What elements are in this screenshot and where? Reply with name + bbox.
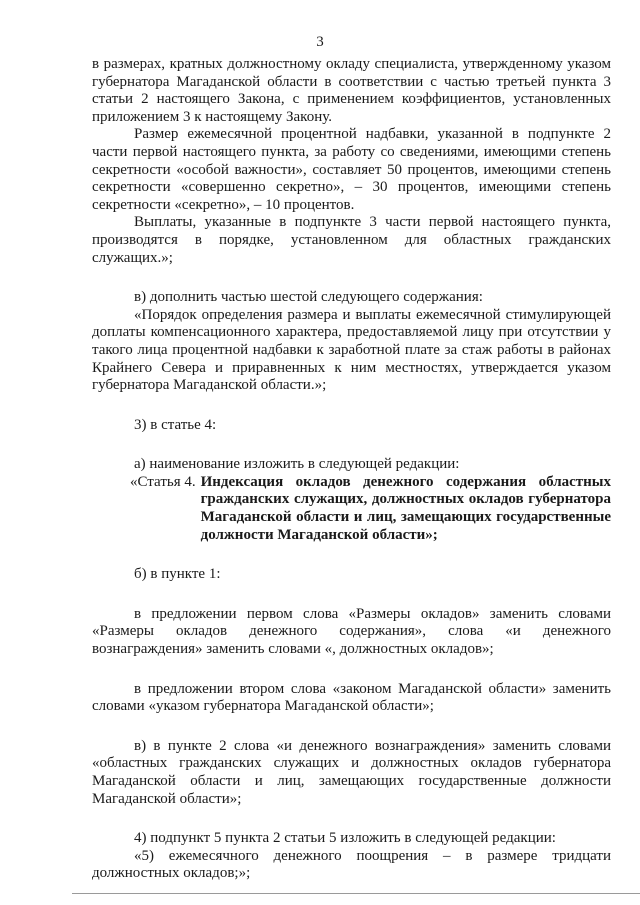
paragraph-10: в предложении втором слова «законом Магаданской области» заменить словами «указом губернатора Магаданской области»;: [92, 680, 611, 715]
footer-divider: [72, 893, 640, 894]
paragraph-9: в предложении первом слова «Размеры окладов» заменить словами «Размеры окладов денежного содержания», слова «и денежного вознаграждения» заменить словами «, должностных окладов»;: [92, 605, 611, 658]
paragraph-5: «Порядок определения размера и выплаты ежемесячной стимулирующей доплаты компенсационного характера, предоставляемой лицу при отсутствии у такого лица процентной надбавки к заработной плате за стаж работы в районах Крайнего Севера и приравненных к ним местностях, утверждается указом губернатора Магаданской области.»;: [92, 306, 611, 394]
page-number: 3: [316, 34, 324, 50]
paragraph-1: в размерах, кратных должностному окладу специалиста, утвержденному указом губернатора Магаданской области в соответствии с частью третьей пункта 3 статьи 2 настоящего Закона, с применением коэффициентов, установленных приложением 3 к настоящему Закону.: [92, 56, 611, 125]
paragraph-11: в) в пункте 2 слова «и денежного вознаграждения» заменить словами «областных гражданских служащих и должностных окладов губернатора Магаданской области и лиц, замещающих государственные должности Магаданской области»;: [92, 737, 611, 807]
paragraph-12: 4) подпункт 5 пункта 2 статьи 5 изложить в следующей редакции:: [134, 830, 556, 847]
paragraph-4: в) дополнить частью шестой следующего содержания:: [134, 289, 483, 306]
paragraph-8: б) в пункте 1:: [134, 566, 221, 583]
paragraph-2: Размер ежемесячной процентной надбавки, указанной в подпункте 2 части первой настоящего пункта, за работу со сведениями, имеющими степень секретности «особой важности», составляет 50 процентов, имеющими степень секретности «совершенно секретно», – 30 процентов, имеющими степень секретности «секретно», – 10 процентов.: [92, 126, 611, 213]
paragraph-3: Выплаты, указанные в подпункте 3 части первой настоящего пункта, производятся в порядке, установленном для областных гражданских служащих.»;: [92, 214, 611, 266]
paragraph-7: а) наименование изложить в следующей редакции:: [134, 456, 460, 473]
article-heading: [130, 474, 611, 544]
document-body: [92, 56, 611, 883]
paragraph-13: «5) ежемесячного денежного поощрения – в размере тридцати должностных окладов;»;: [92, 847, 611, 882]
paragraph-6: 3) в статье 4:: [134, 416, 217, 433]
article-prefix: «Статья 4.: [130, 473, 196, 490]
article-title: Индексация окладов денежного содержания областных гражданских служащих, должностных окладов губернатора Магаданской области и лиц, замещающих государственные должности Магаданской области»;: [200, 473, 611, 543]
